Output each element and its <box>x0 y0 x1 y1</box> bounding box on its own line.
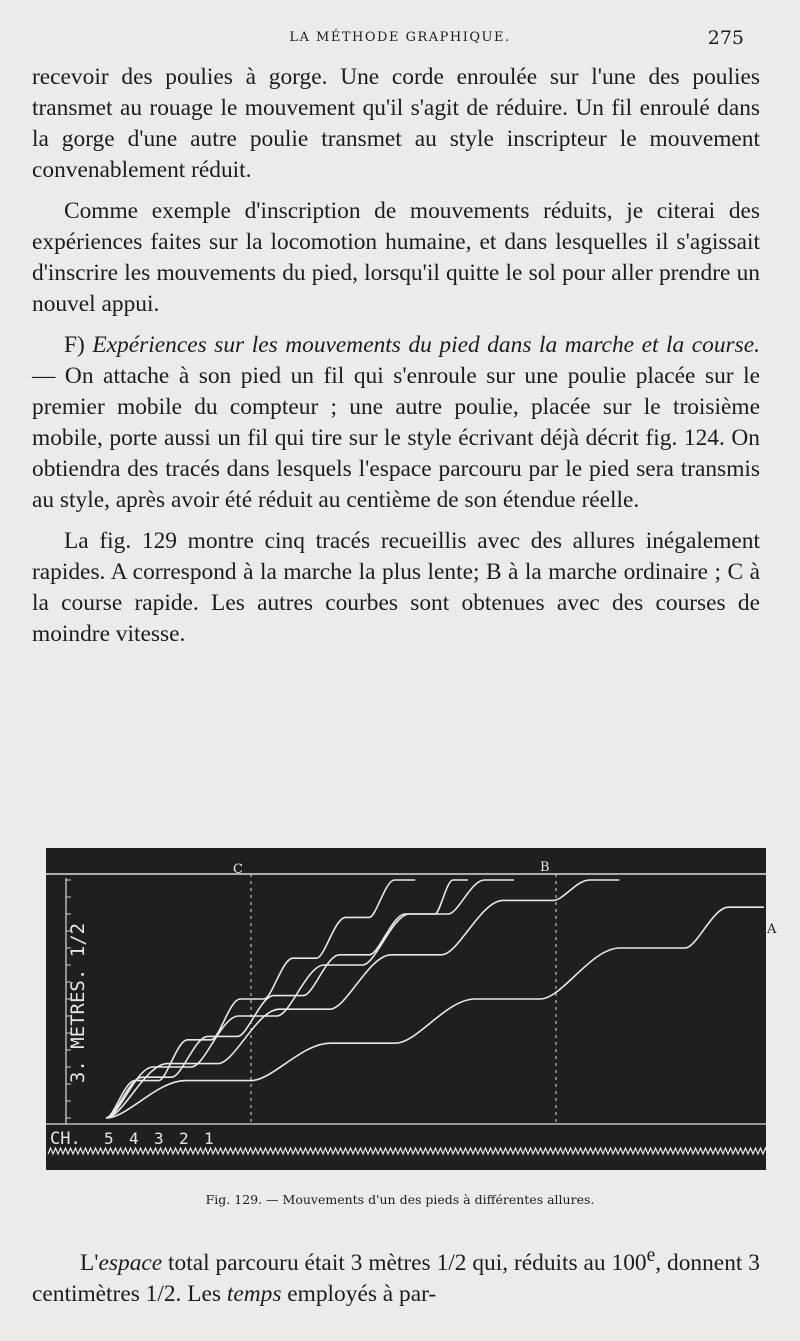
section-title: Expériences sur les mouvements du pied dans la marche et la course. <box>92 332 760 358</box>
marker-b-label: B <box>540 860 550 875</box>
curve-number-1: 1 <box>204 1129 214 1148</box>
paragraph-1: recevoir des poulies à gorge. Une corde enroulée sur l'une des poulies transmet au rouage le mouvement qu'il s'agit de réduire. Un fil enroulé dans la gorge d'une autre poulie transmet au style inscripteur le mouvement convenablement réduit. <box>32 64 760 183</box>
running-title: LA MÉTHODE GRAPHIQUE. <box>289 30 511 45</box>
p5-em-espace: espace <box>98 1249 163 1276</box>
p5-end: employés à par- <box>281 1280 437 1307</box>
p5-sup: e <box>646 1245 656 1266</box>
curve-number-2: 2 <box>179 1129 189 1148</box>
chart-svg <box>46 848 766 1170</box>
paragraph-4: La fig. 129 montre cinq tracés recueillis avec des allures inégalement rapides. A correspond à la marche la plus lente; B à la marche ordinaire ; C à la course rapide. Les autres courbes sont obtenues avec des courses de moindre vitesse. <box>32 528 760 647</box>
time-label: CH. <box>50 1129 81 1149</box>
paragraph-5 <box>32 1240 760 1310</box>
figure-caption: Fig. 129. — Mouvements d'un des pieds à différentes allures. <box>205 1192 595 1207</box>
chart-background <box>46 848 766 1170</box>
curve-number-4: 4 <box>129 1129 139 1148</box>
body-text <box>32 62 760 660</box>
p5-em-temps: temps <box>226 1280 282 1307</box>
curve-number-3: 3 <box>154 1129 164 1148</box>
y-axis-label: 3. METRES. 1/2 <box>67 922 89 1084</box>
p5-start: L' <box>80 1249 99 1276</box>
section-body: — On attache à son pied un fil qui s'enroule sur une poulie placée sur le premier mobile du compteur ; une autre poulie, placée sur le troisième mobile, porte aussi un fil qui tire sur le style écrivant déjà décrit fig. 124. On obtiendra des tracés dans lesquels l'espace parcouru par le pied sera transmis au style, après avoir été réduit au centième de son étendue réelle. <box>32 363 760 513</box>
paragraph-2: Comme exemple d'inscription de mouvements réduits, je citerai des expériences faites sur la locomotion humaine, et dans lesquelles il s'agissait d'inscrire les mouvements du pied, lorsqu'il quitte le sol pour aller prendre un nouvel appui. <box>32 198 760 317</box>
marker-c-label: C <box>233 862 243 877</box>
paragraph-3 <box>32 330 760 516</box>
marker-a-label: A <box>767 922 777 937</box>
figure-129 <box>46 848 766 1170</box>
bottom-text <box>32 1240 760 1310</box>
section-label: F) <box>64 332 85 358</box>
marker-a-holder <box>765 915 795 945</box>
curve-number-5: 5 <box>104 1129 114 1148</box>
p5-mid2: , donnent 3 centimètres 1/2. Les <box>32 1249 760 1307</box>
page-number: 275 <box>707 27 744 49</box>
p5-mid: total parcouru était 3 mètres 1/2 qui, réduits au 100 <box>162 1249 647 1276</box>
